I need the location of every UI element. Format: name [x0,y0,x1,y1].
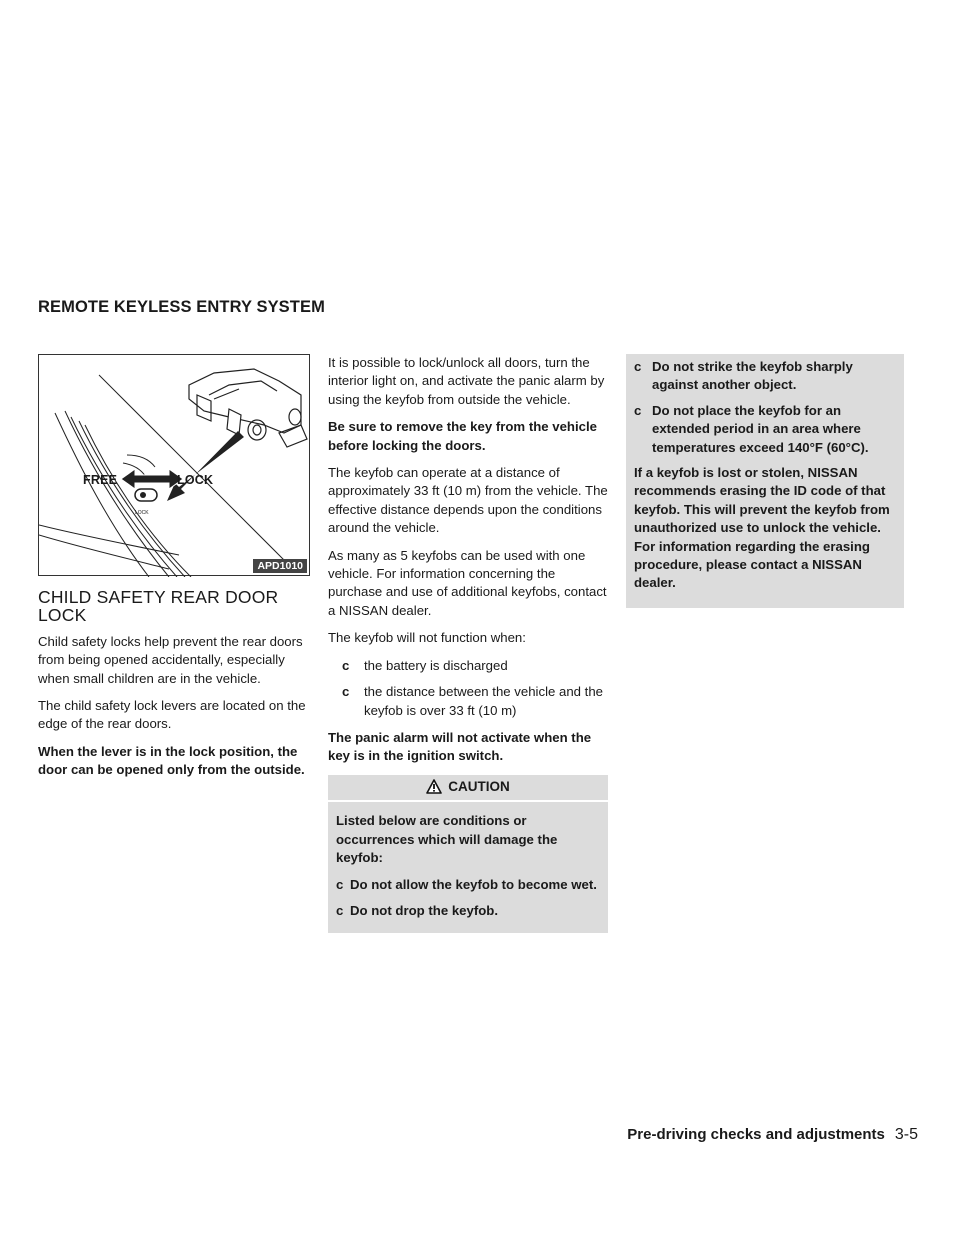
child-lock-figure [38,354,310,576]
caution-box [328,775,608,933]
list-item [634,402,896,457]
caution-header [328,775,608,802]
list-item [328,683,608,720]
bullet-icon: c [634,359,642,374]
column-middle [328,354,608,933]
column-left [38,354,310,789]
list-item-text: Do not drop the keyfob. [350,902,498,918]
keyfob-paragraph-1: It is possible to lock/unlock all doors, turn the interior light on, and activate the panic alarm by using the keyfob from outside the vehicle. [328,355,605,407]
lock-label: LOCK [177,473,214,487]
bullet-icon: c [336,877,344,893]
list-item [336,876,600,894]
child-lock-paragraph-2: The child safety lock levers are located on the edge of the rear doors. [38,698,306,732]
free-label: FREE [83,473,118,487]
page-number: 3-5 [894,1126,918,1143]
page-footer [627,1126,918,1144]
column-right [626,354,904,608]
keyfob-paragraph-3: The keyfob can operate at a distance of approximately 33 ft (10 m) from the vehicle. The effective distance depends upon the conditions around the vehicle. [328,465,608,536]
child-lock-heading: CHILD SAFETY REAR DOOR LOCK [38,587,279,626]
list-item [328,657,608,675]
list-item-text: Do not strike the keyfob sharply against another object. [652,359,853,393]
not-function-list [328,657,608,720]
warning-icon [426,779,442,794]
lost-keyfob-paragraph: If a keyfob is lost or stolen, NISSAN recommends erasing the ID code of that keyfob. This will prevent the keyfob from unauthorized use to unlock the vehicle. For information regarding the erasing procedure, please contact a NISSAN dealer. [634,465,890,591]
caution-list [336,876,600,920]
bullet-icon: c [342,657,350,673]
bullet-icon: c [336,902,344,918]
list-item-text: the distance between the vehicle and the keyfob is over 33 ft (10 m) [364,684,604,718]
bullet-icon: c [342,684,350,700]
caution-list-continued [634,358,896,457]
keyfob-paragraph-4: As many as 5 keyfobs can be used with one vehicle. For information concerning the purchase and use of additional keyfobs, contact a NISSAN dealer. [328,547,607,618]
caution-box-continued [626,354,904,608]
keyfob-paragraph-2: Be sure to remove the key from the vehicle before locking the doors. [328,419,597,453]
bullet-icon: c [634,402,642,418]
keyfob-paragraph-6: The panic alarm will not activate when the key is in the ignition switch. [328,729,592,764]
caution-title: CAUTION [448,778,510,794]
keyfob-paragraph-5: The keyfob will not function when: [328,630,526,646]
list-item-text: the battery is discharged [364,657,508,673]
child-lock-illustration [39,355,311,577]
list-item-text: Do not place the keyfob for an extended period in an area where temperatures exceed 140°F (60°C). [652,402,869,455]
list-item [634,358,896,395]
lever-small-label: LOCK [135,510,149,516]
figure-id: APD1010 [253,559,307,573]
child-lock-paragraph-1: Child safety locks help prevent the rear doors from being opened accidentally, especially when small children are in the vehicle. [38,633,303,686]
footer-chapter: Pre-driving checks and adjustments [627,1126,885,1143]
caution-intro: Listed below are conditions or occurrences which will damage the keyfob: [336,813,558,865]
section-title: REMOTE KEYLESS ENTRY SYSTEM [38,298,325,316]
child-lock-paragraph-3: When the lever is in the lock position, the door can be opened only from the outside. [38,743,305,778]
list-item-text: Do not allow the keyfob to become wet. [350,877,597,893]
list-item [336,902,600,920]
